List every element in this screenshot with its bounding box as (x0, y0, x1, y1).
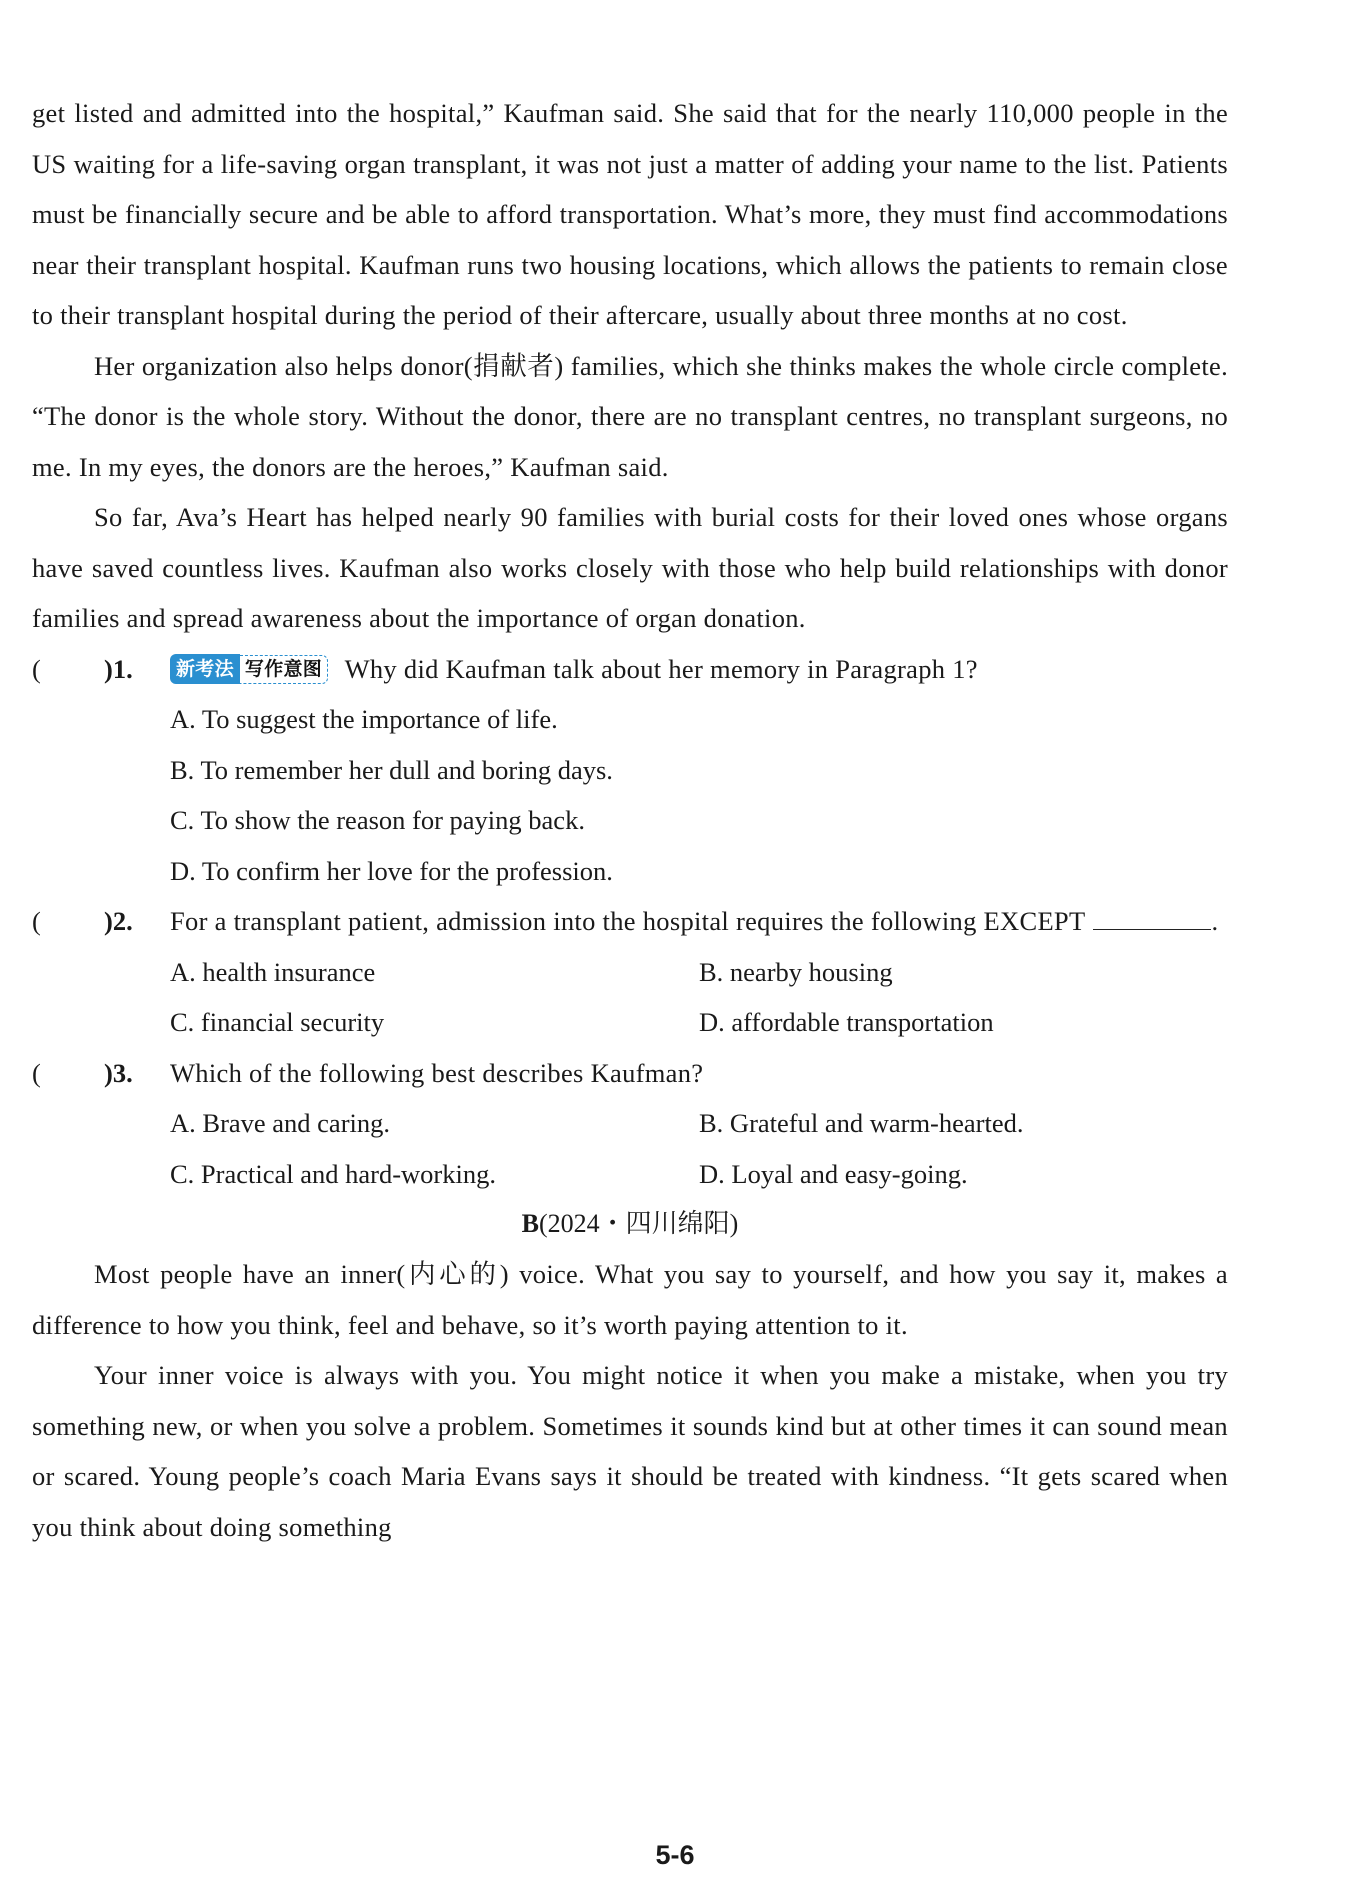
option-2c[interactable]: C. financial security (170, 1007, 385, 1037)
answer-blank-2[interactable]: ( )2. (32, 896, 170, 947)
question-1 (32, 644, 1228, 695)
passage-b-paragraph-1: Most people have an inner(内心的) voice. What you say to yourself, and how you say it, makes a difference to how you think, feel and behave, so it’s worth paying attention to it. (32, 1259, 1228, 1340)
page-number: 5-6 (655, 1840, 695, 1870)
document-page (32, 88, 1228, 1552)
option-1c[interactable]: C. To show the reason for paying back. (170, 805, 585, 835)
fill-in-blank (1093, 907, 1211, 930)
passage-a-paragraph-1: get listed and admitted into the hospital,” Kaufman said. She said that for the nearly 110,000 people in the US waiting for a life-saving organ transplant, it was not just a matter of adding your name to the list. Patients must be financially secure and be able to afford transportation. What’s more, they must find accommodations near their transplant hospital. Kaufman runs two housing locations, which allows the patients to remain close to their transplant hospital during the period of their aftercare, usually about three months at no cost. (32, 98, 1228, 330)
question-2-options (32, 947, 1228, 1048)
option-1b[interactable]: B. To remember her dull and boring days. (170, 754, 613, 785)
question-stem-3: Which of the following best describes Kaufman? (170, 1057, 704, 1088)
option-3b[interactable]: B. Grateful and warm-hearted. (699, 1108, 1024, 1138)
option-3a[interactable]: A. Brave and caring. (170, 1108, 391, 1138)
option-1d[interactable]: D. To confirm her love for the profession. (170, 855, 613, 886)
section-b-heading: B(2024・四川绵阳) (521, 1209, 739, 1238)
option-2d[interactable]: D. affordable transportation (699, 1007, 994, 1037)
passage-a-paragraph-3: So far, Ava’s Heart has helped nearly 90 families with burial costs for their loved ones whose organs have saved countless lives. Kaufman also works closely with those who help build relationships with donor families and spread awareness about the importance of organ donation. (32, 502, 1228, 633)
question-number-1: )1. (104, 653, 133, 684)
option-1a[interactable]: A. To suggest the importance of life. (170, 704, 558, 734)
question-number-3: )3. (104, 1057, 133, 1088)
option-2b[interactable]: B. nearby housing (699, 956, 893, 987)
question-2: ( )2. For a transplant patient, admission into the hospital requires the following EXCEPT . (32, 896, 1228, 947)
option-2a[interactable]: A. health insurance (170, 956, 376, 987)
new-exam-tag: 新考法 写作意图 (170, 654, 328, 684)
question-3 (32, 1048, 1228, 1099)
question-3-options (32, 1098, 1228, 1199)
answer-blank-3[interactable]: ( )3. (32, 1048, 170, 1099)
passage-a-paragraph-2: Her organization also helps donor(捐献者) families, which she thinks makes the whole circle complete. “The donor is the whole story. Without the donor, there are no transplant centres, no transplant surgeons, no me. In my eyes, the donors are the heroes,” Kaufman said. (32, 350, 1228, 482)
answer-blank-1[interactable]: ( )1. (32, 644, 170, 695)
option-3d[interactable]: D. Loyal and easy-going. (699, 1158, 968, 1189)
passage-b-paragraph-2: Your inner voice is always with you. You might notice it when you make a mistake, when you try something new, or when you solve a problem. Sometimes it sounds kind but at other times it can sound mean or scared. Young people’s coach Maria Evans says it should be treated with kindness. “It gets scared when you think about doing something (32, 1360, 1228, 1542)
question-1-options (32, 694, 1228, 896)
question-stem-2: For a transplant patient, admission into the hospital requires the following EXCEPT (170, 906, 1086, 936)
question-stem-1: Why did Kaufman talk about her memory in Paragraph 1? (344, 653, 978, 684)
question-number-2: )2. (104, 906, 133, 936)
section-b-source: (2024・四川绵阳) (539, 1209, 739, 1238)
option-3c[interactable]: C. Practical and hard-working. (170, 1158, 496, 1189)
